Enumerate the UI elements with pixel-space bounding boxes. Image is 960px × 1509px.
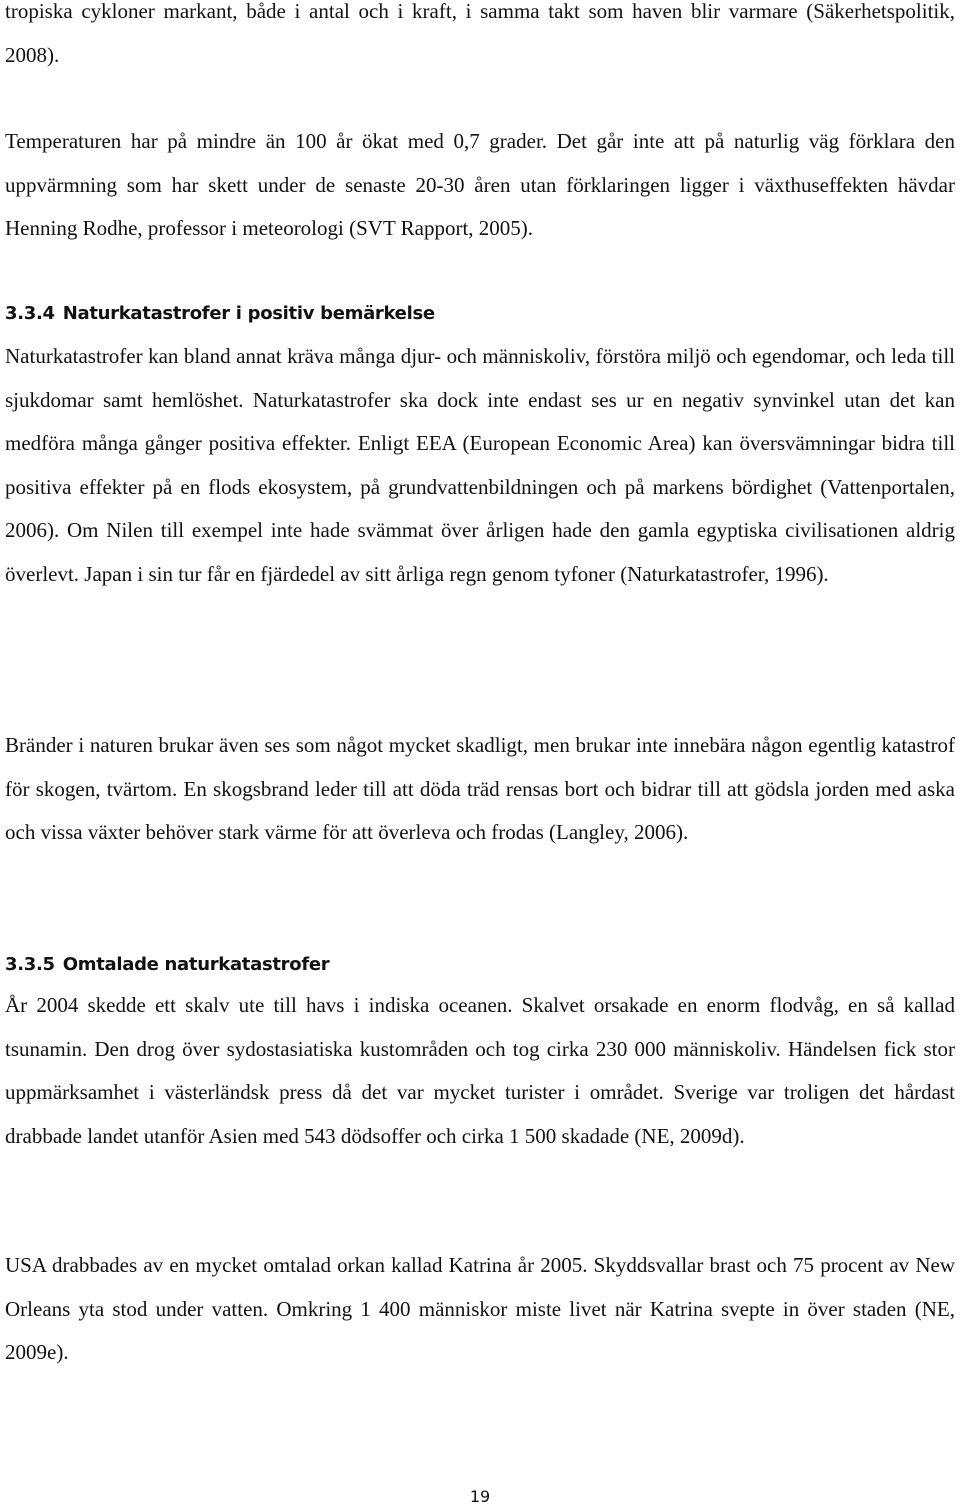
section-title: Omtalade naturkatastrofer [62,954,330,975]
paragraph-katrina: USA drabbades av en mycket omtalad orkan kallad Katrina år 2005. Skyddsvallar brast och 75 procent av New Orleans yta stod under vatten. Omkring 1 400 människor miste livet när Katrina svepte in över staden (NE, 2009e). [5,1253,955,1364]
section-number: 3.3.4 [5,303,55,324]
paragraph-temperature: Temperaturen har på mindre än 100 år ökat med 0,7 grader. Det går inte att på naturlig väg förklara den uppvärmning som har skett under de senaste 20-30 åren utan förklaringen ligger i växthuseffekten hävdar Henning Rodhe, professor i meteorologi (SVT Rapport, 2005). [5,129,955,240]
paragraph-tsunami: År 2004 skedde ett skalv ute till havs i indiska oceanen. Skalvet orsakade en enorm flodvåg, en så kallad tsunamin. Den drog över sydostasiatiska kustområden och tog cirka 230 000 människoliv. Händelsen fick stor uppmärksamhet i västerländsk press då det var mycket turister i området. Sverige var troligen det hårdast drabbade landet utanför Asien med 543 dödsoffer och cirka 1 500 skadade (NE, 2009d). [5,993,955,1148]
page-number: 19 [469,1487,491,1506]
section-heading-3-3-5 [5,953,329,977]
paragraph-positive-effects: Naturkatastrofer kan bland annat kräva många djur- och människoliv, förstöra miljö och egendomar, och leda till sjukdomar samt hemlöshet. Naturkatastrofer ska dock inte endast ses ur en negativ synvinkel utan det kan medföra många gånger positiva effekter. Enligt EEA (European Economic Area) kan översvämningar bidra till positiva effekter på en flods ekosystem, på grundvattenbildningen och på markens bördighet (Vattenportalen, 2006). Om Nilen till exempel inte hade svämmat över årligen hade den gamla egyptiska civilisationen aldrig överlevt. Japan i sin tur får en fjärdedel av sitt årliga regn genom tyfoner (Naturkatastrofer, 1996). [5,344,955,586]
section-heading-3-3-4 [5,302,435,326]
section-title: Naturkatastrofer i positiv bemärkelse [62,303,435,324]
section-number: 3.3.5 [5,954,55,975]
paragraph-forest-fires: Bränder i naturen brukar även ses som något mycket skadligt, men brukar inte innebära någon egentlig katastrof för skogen, tvärtom. En skogsbrand leder till att döda träd rensas bort och bidrar till att gödsla jorden med aska och vissa växter behöver stark värme för att överleva och frodas (Langley, 2006). [5,733,955,844]
paragraph-tropical-cyclones: tropiska cykloner markant, både i antal och i kraft, i samma takt som haven blir varmare (Säkerhetspolitik, 2008). [5,0,955,67]
